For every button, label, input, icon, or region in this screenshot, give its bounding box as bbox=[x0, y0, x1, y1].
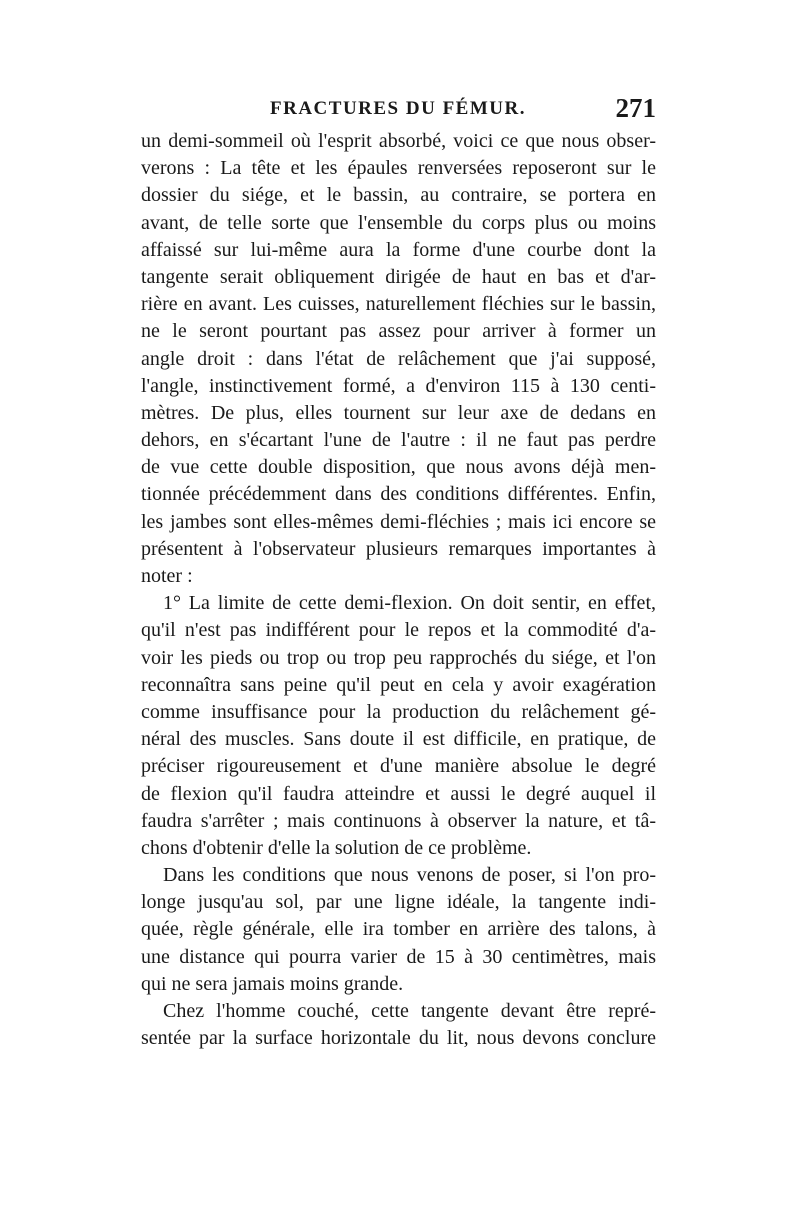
text-line: un demi-sommeil où l'esprit absorbé, voici ce que nous obser- bbox=[141, 130, 656, 152]
text-line: qu'il n'est pas indifférent pour le repos et la commodité d'a- bbox=[141, 619, 656, 642]
text-line: chons d'obtenir d'elle la solution de ce problème. bbox=[141, 836, 532, 859]
text-line: comme insuffisance pour la production du relâchement gé- bbox=[141, 700, 656, 723]
text-line: préciser rigoureusement et d'une manière absolue le degré bbox=[141, 755, 656, 778]
text-line: longe jusqu'au sol, par une ligne idéale, la tangente indi- bbox=[141, 891, 656, 914]
text-line: voir les pieds ou trop ou trop peu rapprochés du siége, et l'on bbox=[141, 646, 656, 669]
text-line: de flexion qu'il faudra atteindre et aussi le degré auquel il bbox=[141, 782, 656, 805]
text-line: sentée par la surface horizontale du lit, nous devons conclure bbox=[141, 1027, 656, 1050]
text-line: affaissé sur lui-même aura la forme d'une courbe dont la bbox=[141, 238, 656, 261]
text-line: avant, de telle sorte que l'ensemble du corps plus ou moins bbox=[141, 211, 656, 234]
text-line: reconnaîtra sans peine qu'il peut en cela y avoir exagération bbox=[141, 673, 656, 696]
text-line: angle droit : dans l'état de relâchement que j'ai supposé, bbox=[141, 347, 656, 370]
text-line: l'angle, instinctivement formé, a d'environ 115 à 130 centi- bbox=[141, 374, 656, 397]
text-line: noter : bbox=[141, 565, 193, 587]
page-number: 271 bbox=[615, 93, 656, 123]
text-line: qui ne sera jamais moins grande. bbox=[141, 972, 404, 995]
running-header bbox=[140, 94, 656, 124]
text-line: rière en avant. Les cuisses, naturellement fléchies sur le bassin, bbox=[141, 293, 656, 316]
text-line: de vue cette double disposition, que nous avons déjà men- bbox=[141, 456, 656, 479]
text-line: Chez l'homme couché, cette tangente devant être repré- bbox=[163, 1000, 656, 1022]
text-line: néral des muscles. Sans doute il est difficile, en pratique, de bbox=[141, 728, 656, 751]
text-line: une distance qui pourra varier de 15 à 30 centimètres, mais bbox=[141, 945, 656, 968]
running-header-title: FRACTURES DU FÉMUR. bbox=[270, 98, 526, 119]
text-line: dossier du siége, et le bassin, au contraire, se portera en bbox=[141, 184, 656, 207]
text-line: Dans les conditions que nous venons de poser, si l'on pro- bbox=[163, 864, 656, 887]
text-line: tionnée précédemment dans des conditions différentes. Enfin, bbox=[141, 483, 656, 506]
text-line: les jambes sont elles-mêmes demi-fléchies ; mais ici encore se bbox=[141, 510, 656, 533]
text-line: 1° La limite de cette demi-flexion. On doit sentir, en effet, bbox=[163, 592, 656, 615]
text-line: verons : La tête et les épaules renversées reposeront sur le bbox=[141, 157, 656, 180]
body-text bbox=[141, 128, 656, 1052]
text-line: tangente serait obliquement dirigée de haut en bas et d'ar- bbox=[141, 265, 656, 288]
text-line: quée, règle générale, elle ira tomber en arrière des talons, à bbox=[141, 918, 656, 941]
text-line: présentent à l'observateur plusieurs remarques importantes à bbox=[141, 537, 656, 560]
text-line: faudra s'arrêter ; mais continuons à observer la nature, et tâ- bbox=[141, 809, 656, 832]
text-line: mètres. De plus, elles tournent sur leur axe de dedans en bbox=[141, 401, 656, 424]
text-line: dehors, en s'écartant l'une de l'autre : il ne faut pas perdre bbox=[141, 429, 656, 452]
text-line: ne le seront pourtant pas assez pour arriver à former un bbox=[141, 320, 656, 343]
